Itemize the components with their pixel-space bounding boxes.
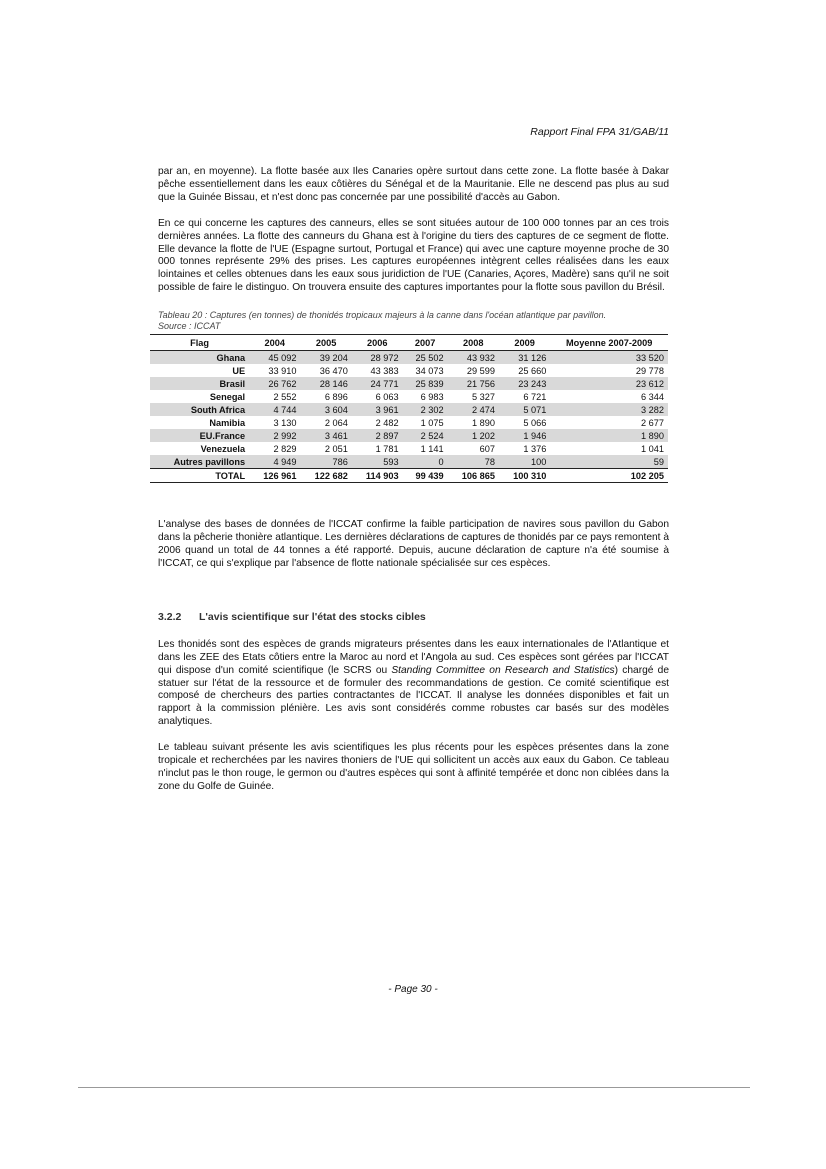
table-row bbox=[150, 442, 668, 455]
table-cell: 6 896 bbox=[324, 391, 348, 402]
table-cell: 29 599 bbox=[466, 365, 495, 376]
table-cell: 99 439 bbox=[403, 469, 448, 483]
table-cell-flag: South Africa bbox=[150, 403, 249, 416]
table-cell: 25 502 bbox=[403, 351, 448, 365]
table-cell: 33 910 bbox=[268, 365, 297, 376]
table-caption bbox=[158, 310, 669, 331]
table-cell: 1 041 bbox=[641, 443, 664, 454]
table-cell: 3 282 bbox=[550, 403, 668, 416]
table-cell: 3 604 bbox=[300, 403, 351, 416]
table-cell: 122 682 bbox=[300, 469, 351, 483]
table-cell-flag: Brasil bbox=[150, 377, 249, 390]
report-reference: Rapport Final FPA 31/GAB/11 bbox=[530, 126, 669, 138]
table-cell: 29 778 bbox=[635, 365, 664, 376]
header-average: Moyenne 2007-2009 bbox=[550, 335, 668, 351]
table-cell: 6 344 bbox=[641, 391, 664, 402]
table-cell: 23 612 bbox=[550, 377, 668, 390]
table-body bbox=[150, 351, 668, 483]
table-cell: 5 071 bbox=[499, 403, 550, 416]
table-cell: 0 bbox=[403, 455, 448, 469]
section-number: 3.2.2 bbox=[158, 610, 182, 623]
table-cell: 3 130 bbox=[273, 417, 297, 428]
table-cell-flag: EU.France bbox=[150, 429, 249, 442]
table-cell: TOTAL bbox=[150, 469, 249, 483]
table-row bbox=[150, 403, 668, 416]
table-row bbox=[150, 455, 668, 469]
table-cell: 1 376 bbox=[523, 443, 547, 454]
table-cell-flag: Venezuela bbox=[200, 443, 246, 454]
table-cell: 31 126 bbox=[499, 351, 550, 365]
table-cell: 2 051 bbox=[324, 443, 348, 454]
header-2005: 2005 bbox=[300, 335, 351, 351]
table-cell-flag: Autres pavillons bbox=[150, 455, 249, 469]
catch-table bbox=[150, 334, 668, 483]
header-2009: 2009 bbox=[499, 335, 550, 351]
table-cell: 25 839 bbox=[403, 377, 448, 390]
table-cell: 114 903 bbox=[352, 469, 403, 483]
table-cell: 6 721 bbox=[523, 391, 547, 402]
table-cell: 2 524 bbox=[403, 429, 448, 442]
table-cell: 2 482 bbox=[375, 417, 399, 428]
table-cell-flag: Ghana bbox=[150, 351, 249, 365]
table-row bbox=[150, 364, 668, 377]
page-number: - Page 30 - bbox=[388, 984, 438, 995]
table-cell: 102 205 bbox=[550, 469, 668, 483]
table-cell-flag: Senegal bbox=[209, 391, 246, 402]
table-cell: 2 897 bbox=[352, 429, 403, 442]
table-caption-title: Tableau 20 : Captures (en tonnes) de thonidés tropicaux majeurs à la canne dans l'océan atlantique par pavillon. bbox=[158, 310, 607, 321]
table-cell: 28 972 bbox=[352, 351, 403, 365]
table-cell-flag: Namibia bbox=[209, 417, 246, 428]
table-header-row bbox=[150, 335, 668, 351]
table-cell: 2 677 bbox=[641, 417, 664, 428]
table-cell: 43 383 bbox=[370, 365, 399, 376]
table-cell: 5 327 bbox=[471, 391, 495, 402]
paragraph-4-emphasis: Standing Committee on Research and Statistics bbox=[391, 664, 615, 676]
table-cell: 5 066 bbox=[523, 417, 547, 428]
table-cell: 78 bbox=[448, 455, 499, 469]
table-row bbox=[150, 416, 668, 429]
header-2004: 2004 bbox=[249, 335, 300, 351]
table-cell: 2 829 bbox=[273, 443, 297, 454]
table-cell: 1 202 bbox=[448, 429, 499, 442]
table-cell: 36 470 bbox=[319, 365, 348, 376]
footer-divider bbox=[78, 1087, 750, 1088]
table-cell: 2 992 bbox=[249, 429, 300, 442]
table-cell: 43 932 bbox=[448, 351, 499, 365]
table-cell-flag: UE bbox=[232, 365, 246, 376]
table-cell: 593 bbox=[352, 455, 403, 469]
table-cell: 786 bbox=[300, 455, 351, 469]
table-cell: 607 bbox=[479, 443, 495, 454]
table-caption-source: Source : ICCAT bbox=[158, 320, 221, 331]
table-cell: 23 243 bbox=[499, 377, 550, 390]
table-cell: 6 983 bbox=[420, 391, 444, 402]
table-cell: 1 141 bbox=[420, 443, 444, 454]
table-cell: 2 474 bbox=[448, 403, 499, 416]
table-cell: 2 064 bbox=[324, 417, 348, 428]
table-cell: 106 865 bbox=[448, 469, 499, 483]
paragraph-4 bbox=[158, 639, 669, 729]
table-cell: 59 bbox=[550, 455, 668, 469]
table-row bbox=[150, 390, 668, 403]
paragraph-2: En ce qui concerne les captures des canneurs, elles se sont situées autour de 100 000 tonnes par an ces trois dernières années. La flotte des canneurs du Ghana est à l'origine du tiers des captures de ce segment de flotte. Elle devance la flotte de l'UE (Espagne surtout, Portugal et France) qui avec une capture moyenne proche de 30 000 tonnes représente 29% des prises. Les captures européennes intègrent celles réalisées dans les eaux lointaines et celles obtenues dans les eaux sous juridiction de l'UE (Canaries, Açores, Madère) sans qu'il ne soit possible de faire le distinguo. On trouvera ensuite des captures importantes pour la flotte sous pavillon du Brésil. bbox=[158, 217, 669, 294]
header-flag: Flag bbox=[150, 335, 249, 351]
paragraph-1: par an, en moyenne). La flotte basée aux Iles Canaries opère surtout dans cette zone. La flotte basée à Dakar pêche essentiellement dans les eaux côtières du Sénégal et de la Mauritanie. Elle ne descend pas plus au sud que la Guinée Bissau, et n'est donc pas concernée par une possibilité d'accès au Gabon. bbox=[158, 166, 669, 203]
paragraph-4-part-b: ) chargé de statuer sur l'état de la ressource et de formuler des recommandations de gestion. Ce comité scientifique est composé de chercheurs des parties contractantes de l'ICCAT. Il analyse les données disponibles et fait un rapport à la commission plénière. Les avis sont considérés comme robustes car basés sur des modèles analytiques. bbox=[158, 664, 669, 728]
table-cell: 25 660 bbox=[518, 365, 547, 376]
table-cell: 33 520 bbox=[550, 351, 668, 365]
table-cell: 45 092 bbox=[249, 351, 300, 365]
header-2007: 2007 bbox=[403, 335, 448, 351]
paragraph-4-part-a: Les thonidés sont des espèces de grands migrateurs présentes dans les eaux internationales de l'Atlantique et dans les ZEE des Etats côtiers entre la Maroc au nord et l'Angola au sud. Ces espèces sont gérées par l'ICCAT qui dispose d'un comité scientifique (le SCRS ou bbox=[158, 638, 669, 676]
section-heading bbox=[158, 611, 669, 623]
paragraph-5: Le tableau suivant présente les avis scientifiques les plus récents pour les espèces présentes dans la zone tropicale et recherchées par les navires thoniers de l'UE qui sollicitent un accès aux eaux du Gabon. Ce tableau n'inclut pas le thon rouge, le germon ou d'autres espèces qui sont à affinité tempérée et donc non ciblées dans la zone du Golfe de Guinée. bbox=[158, 742, 669, 792]
table-cell: 6 063 bbox=[375, 391, 399, 402]
table-cell: 1 890 bbox=[550, 429, 668, 442]
table-cell: 2 552 bbox=[273, 391, 297, 402]
table-cell: 4 949 bbox=[249, 455, 300, 469]
paragraph-3: L'analyse des bases de données de l'ICCAT confirme la faible participation de navires sous pavillon du Gabon dans la pêcherie thonière atlantique. Les dernières déclarations de captures de thonidés par ce pays remontent à 2006 quand un total de 44 tonnes a été rapporté. Depuis, aucune déclaration de capture n'a été soumise à l'ICCAT, ce qui s'explique par l'absence de flotte nationale spécialisée sur ces espèces. bbox=[158, 519, 669, 569]
table-cell: 1 781 bbox=[375, 443, 399, 454]
table-cell: 1 946 bbox=[499, 429, 550, 442]
table-row bbox=[150, 351, 668, 365]
table-cell: 3 961 bbox=[352, 403, 403, 416]
table-cell: 100 310 bbox=[499, 469, 550, 483]
section-title-text: L'avis scientifique sur l'état des stocks cibles bbox=[199, 610, 426, 623]
table-cell: 100 bbox=[499, 455, 550, 469]
header-2006: 2006 bbox=[352, 335, 403, 351]
table-cell: 3 461 bbox=[300, 429, 351, 442]
page-content bbox=[158, 166, 669, 794]
table-cell: 4 744 bbox=[249, 403, 300, 416]
header-2008: 2008 bbox=[448, 335, 499, 351]
table-cell: 2 302 bbox=[403, 403, 448, 416]
table-cell: 34 073 bbox=[415, 365, 444, 376]
table-cell: 39 204 bbox=[300, 351, 351, 365]
table-cell: 24 771 bbox=[352, 377, 403, 390]
table-cell: 1 075 bbox=[420, 417, 444, 428]
table-cell: 26 762 bbox=[249, 377, 300, 390]
table-cell: 21 756 bbox=[448, 377, 499, 390]
table-cell: 28 146 bbox=[300, 377, 351, 390]
table-cell: 1 890 bbox=[471, 417, 495, 428]
table-total-row bbox=[150, 469, 668, 483]
table-cell: 126 961 bbox=[249, 469, 300, 483]
table-row bbox=[150, 429, 668, 442]
table-row bbox=[150, 377, 668, 390]
